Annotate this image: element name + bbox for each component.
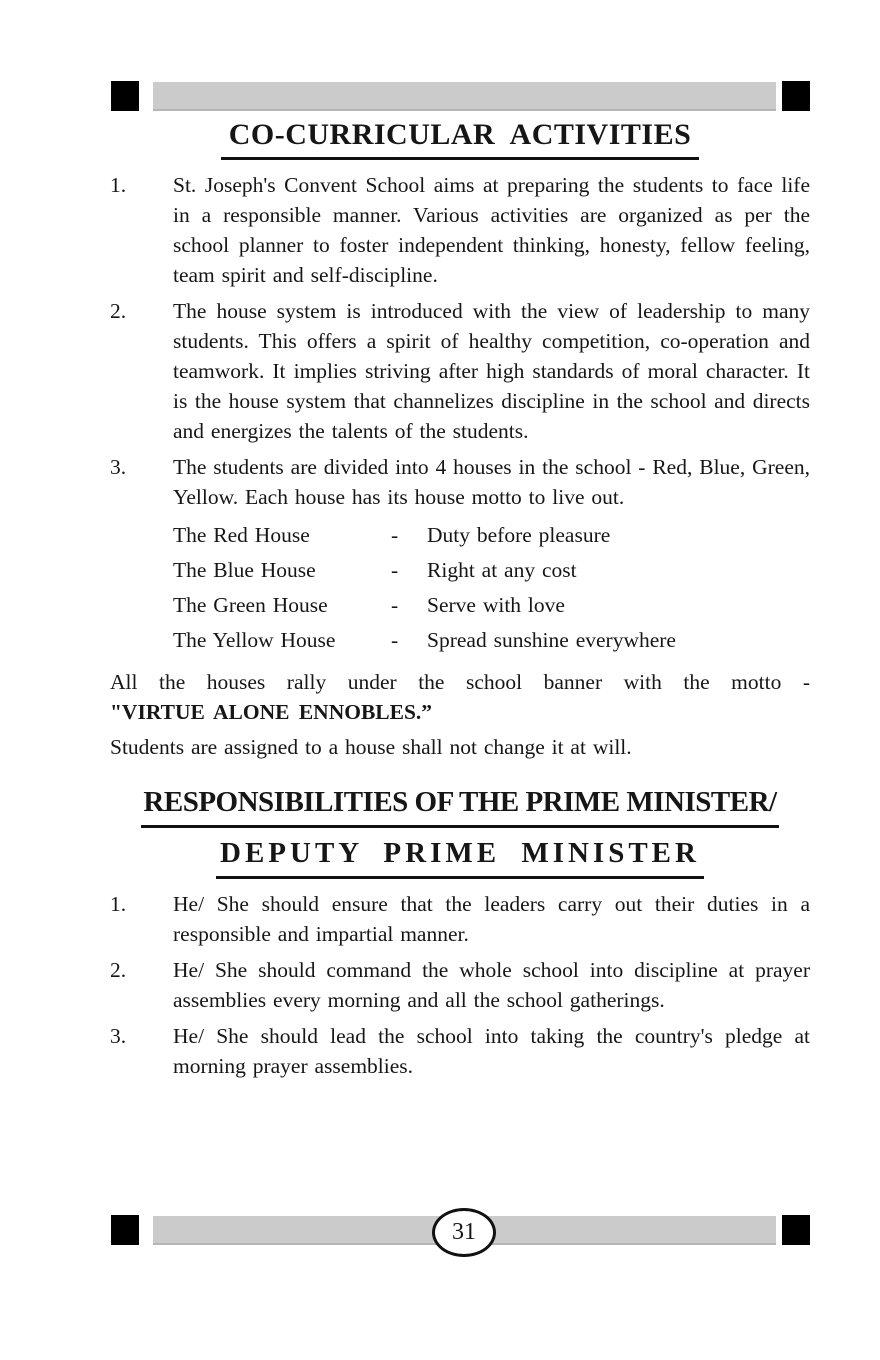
footer-corner-square-right — [782, 1215, 810, 1245]
list-item — [110, 452, 810, 512]
house-name: The Blue House — [173, 558, 316, 582]
list-item-text: The house system is introduced with the view of leadership to many students. This offers a spirit of healthy competition, co-operation and teamwork. It implies striving after high standards of moral character. It is the house system that channelizes discipline in the school and directs and energizes the talents of the students. — [173, 299, 810, 443]
list-item-number: 3. — [110, 1024, 127, 1048]
list-item — [110, 889, 810, 949]
footer-corner-square-left — [111, 1215, 139, 1245]
list-item-number: 2. — [110, 958, 127, 982]
section2-title-wrap — [110, 786, 810, 879]
house-motto: Spread sunshine everywhere — [427, 628, 676, 652]
list-item-text: St. Joseph's Convent School aims at preparing the students to face life in a responsible manner. Various activities are organized as per the school planner to foster independent thinking, honesty, fellow feeling, team spirit and self-discipline. — [173, 173, 810, 287]
list-item — [110, 296, 810, 446]
list-item-text: He/ She should lead the school into taking the country's pledge at morning prayer assemblies. — [173, 1024, 810, 1078]
list-item-text: He/ She should command the whole school into discipline at prayer assemblies every morning and all the school gatherings. — [173, 958, 810, 1012]
house-name: The Red House — [173, 523, 310, 547]
school-motto-text: "VIRTUE ALONE ENNOBLES.” — [110, 700, 433, 724]
page-number-badge — [432, 1208, 496, 1257]
list-item — [110, 170, 810, 290]
list-item-number: 3. — [110, 455, 127, 479]
section1-title: CO-CURRICULAR ACTIVITIES — [221, 118, 700, 160]
house-motto: Serve with love — [427, 593, 565, 617]
list-item — [110, 955, 810, 1015]
section1-list — [110, 170, 810, 762]
house-dash: - — [391, 558, 399, 582]
section2-title-line1: RESPONSIBILITIES OF THE PRIME MINISTER/ — [141, 786, 778, 828]
header-corner-square-right — [782, 81, 810, 111]
list-item-number: 1. — [110, 892, 127, 916]
house-dash: - — [391, 523, 399, 547]
list-item — [110, 1021, 810, 1081]
house-dash: - — [391, 593, 399, 617]
house-row — [173, 588, 810, 623]
list-item-text: He/ She should ensure that the leaders carry out their duties in a responsible and impartial manner. — [173, 892, 810, 946]
house-motto: Right at any cost — [427, 558, 577, 582]
section2-title-line2-wrap — [110, 837, 810, 879]
section2-title-line1-wrap — [110, 786, 810, 828]
section1-title-wrap — [110, 118, 810, 160]
header-gray-bar — [153, 82, 776, 111]
house-row — [173, 623, 810, 658]
house-name: The Green House — [173, 593, 328, 617]
list-item-number: 2. — [110, 299, 127, 323]
house-motto: Duty before pleasure — [427, 523, 611, 547]
list-item-number: 1. — [110, 173, 127, 197]
school-motto-paragraph — [110, 667, 810, 727]
school-motto-lead: All the houses rally under the school banner with the motto - — [110, 670, 810, 694]
header-corner-square-left — [111, 81, 139, 111]
list-item-text: The students are divided into 4 houses in the school - Red, Blue, Green, Yellow. Each house has its house motto to live out. — [173, 455, 810, 509]
house-assignment-note: Students are assigned to a house shall not change it at will. — [110, 735, 632, 759]
house-row — [173, 518, 810, 553]
house-row — [173, 553, 810, 588]
section2-title-line2: DEPUTY PRIME MINISTER — [216, 837, 704, 879]
page-number: 31 — [452, 1219, 476, 1245]
house-dash: - — [391, 628, 399, 652]
page-content — [110, 118, 810, 1087]
house-motto-table — [173, 518, 810, 658]
house-name: The Yellow House — [173, 628, 336, 652]
section2-list — [110, 889, 810, 1081]
